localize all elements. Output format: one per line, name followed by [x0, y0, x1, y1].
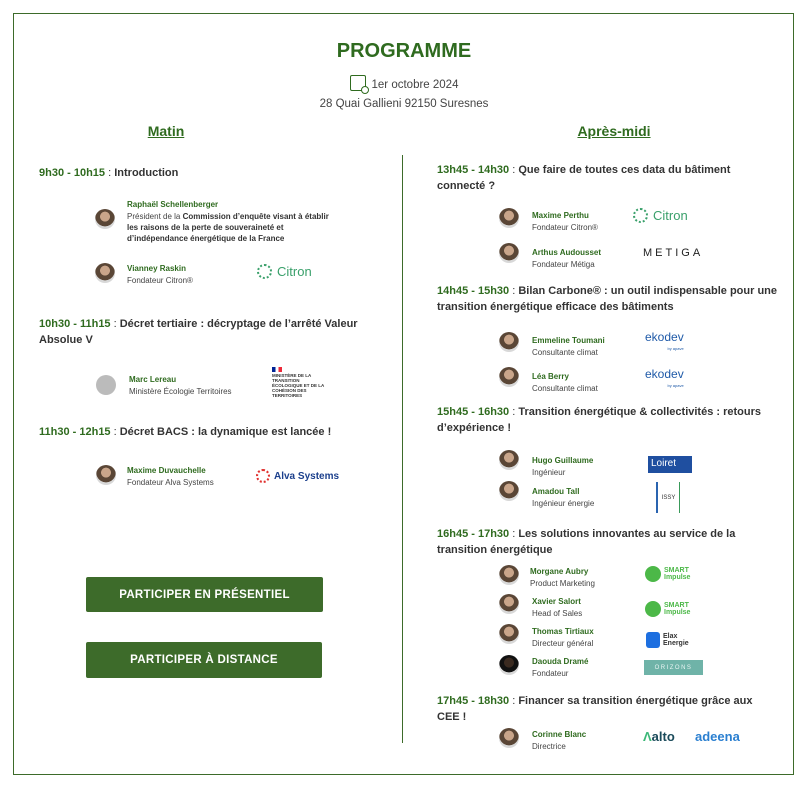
avatar	[499, 243, 519, 263]
speaker-role: Ingénieur	[532, 468, 566, 477]
alva-logo: Alva Systems	[256, 469, 339, 483]
page-title: PROGRAMME	[336, 40, 472, 62]
avatar	[96, 465, 116, 485]
avatar	[499, 450, 519, 470]
participate-remote-button[interactable]: PARTICIPER À DISTANCE	[86, 642, 322, 678]
french-flag-icon	[272, 367, 282, 372]
speaker-name: Emmeline Toumani	[532, 336, 605, 345]
alva-ring-icon	[256, 469, 270, 483]
speaker-role: Fondateur Citron®	[127, 276, 193, 285]
elax-logo: Elax Energie	[646, 632, 696, 648]
speaker-role: Consultante climat	[532, 384, 598, 393]
speaker-role: Fondateur Métiga	[532, 260, 595, 269]
metiga-logo: METIGA	[643, 247, 704, 259]
citron-logo: Citron	[257, 264, 312, 279]
calendar-clock-icon	[350, 75, 366, 91]
alto-logo: Λalto	[643, 729, 675, 744]
pulse-icon	[645, 601, 661, 617]
orizons-logo: ORIZONS	[644, 660, 703, 675]
column-divider	[402, 155, 403, 743]
avatar	[499, 655, 519, 675]
speaker-name: Morgane Aubry	[530, 567, 589, 576]
speaker-name: Arthus Audousset	[532, 248, 602, 257]
avatar	[499, 208, 519, 228]
session: 17h45 - 18h30 : Financer sa transition énergétique grâce aux CEE !	[437, 695, 753, 723]
speaker-role: Fondateur Citron®	[532, 223, 598, 232]
speaker-role: Fondateur Alva Systems	[127, 478, 214, 487]
avatar	[95, 263, 115, 283]
avatar	[499, 481, 519, 501]
speaker-name: Maxime Duvauchelle	[127, 466, 206, 475]
ekodev-logo: ekodev by apave	[645, 367, 684, 388]
speaker-name: Daouda Dramé	[532, 657, 589, 666]
citron-dots-icon	[633, 208, 648, 223]
afternoon-heading: Après-midi	[577, 123, 651, 139]
avatar	[499, 728, 519, 748]
session: 9h30 - 10h15 : Introduction	[39, 167, 179, 179]
session: 14h45 - 15h30 : Bilan Carbone® : un outil indispensable pour une transition énergétique efficace des bâtiments	[437, 285, 777, 313]
speaker-name: Xavier Salort	[532, 597, 581, 606]
speaker-name: Raphaël Schellenberger	[127, 200, 219, 209]
ekodev-logo: ekodev by apave	[645, 330, 684, 351]
avatar	[499, 594, 519, 614]
session: 10h30 - 11h15 : Décret tertiaire : décryptage de l’arrêté Valeur Absolue V	[39, 318, 358, 346]
avatar	[95, 209, 115, 229]
citron-logo: Citron	[633, 208, 688, 223]
session: 15h45 - 16h30 : Transition énergétique & collectivités : retours d’expérience !	[437, 406, 761, 434]
avatar	[499, 624, 519, 644]
avatar	[499, 565, 519, 585]
speaker-role: Directrice	[532, 742, 566, 751]
speaker-role: Fondateur	[532, 669, 569, 678]
speaker-role: Head of Sales	[532, 609, 583, 618]
event-address: 28 Quai Gallieni 92150 Suresnes	[319, 98, 489, 110]
smart-impulse-logo: SMART Impulse	[645, 566, 705, 582]
speaker-role: Président de la Commission d’enquête visant à établir les raisons de la perte de souveraineté et d’indépendance énergétique de la France	[127, 212, 329, 243]
speaker-role: Product Marketing	[530, 579, 595, 588]
issy-logo: ISSY	[656, 482, 680, 513]
speaker-name: Vianney Raskin	[127, 264, 186, 273]
speaker-role: Directeur général	[532, 639, 594, 648]
morning-heading: Matin	[147, 123, 185, 139]
event-date	[0, 75, 808, 91]
smart-impulse-logo: SMART Impulse	[645, 601, 705, 617]
avatar	[499, 367, 519, 387]
speaker-name: Amadou Tall	[532, 487, 580, 496]
speaker-name: Marc Lereau	[129, 375, 177, 384]
speaker-name: Corinne Blanc	[532, 730, 587, 739]
citron-dots-icon	[257, 264, 272, 279]
session: 13h45 - 14h30 : Que faire de toutes ces data du bâtiment connecté ?	[437, 164, 731, 192]
participate-onsite-button[interactable]: PARTICIPER EN PRÉSENTIEL	[86, 577, 323, 612]
avatar	[499, 332, 519, 352]
speaker-name: Hugo Guillaume	[532, 456, 594, 465]
speaker-role: Consultante climat	[532, 348, 598, 357]
date-text: 1er octobre 2024	[371, 79, 459, 91]
pulse-icon	[645, 566, 661, 582]
ministere-logo: MINISTÈRE DE LA TRANSITION ÉCOLOGIQUE ET DE LA COHÉSION DES TERRITOIRES	[272, 367, 327, 398]
speaker-role: Ministère Écologie Territoires	[129, 387, 232, 396]
avatar	[96, 375, 116, 395]
speaker-name: Maxime Perthu	[532, 211, 589, 220]
speaker-name: Thomas Tirtiaux	[532, 627, 594, 636]
droplet-icon	[646, 632, 660, 648]
speaker-role: Ingénieur énergie	[532, 499, 595, 508]
speaker-name: Léa Berry	[532, 372, 569, 381]
session: 11h30 - 12h15 : Décret BACS : la dynamique est lancée !	[39, 426, 332, 438]
adeena-logo: adeena	[695, 729, 740, 744]
loiret-logo: Loiret	[648, 456, 692, 473]
session: 16h45 - 17h30 : Les solutions innovantes au service de la transition énergétique	[437, 528, 736, 556]
